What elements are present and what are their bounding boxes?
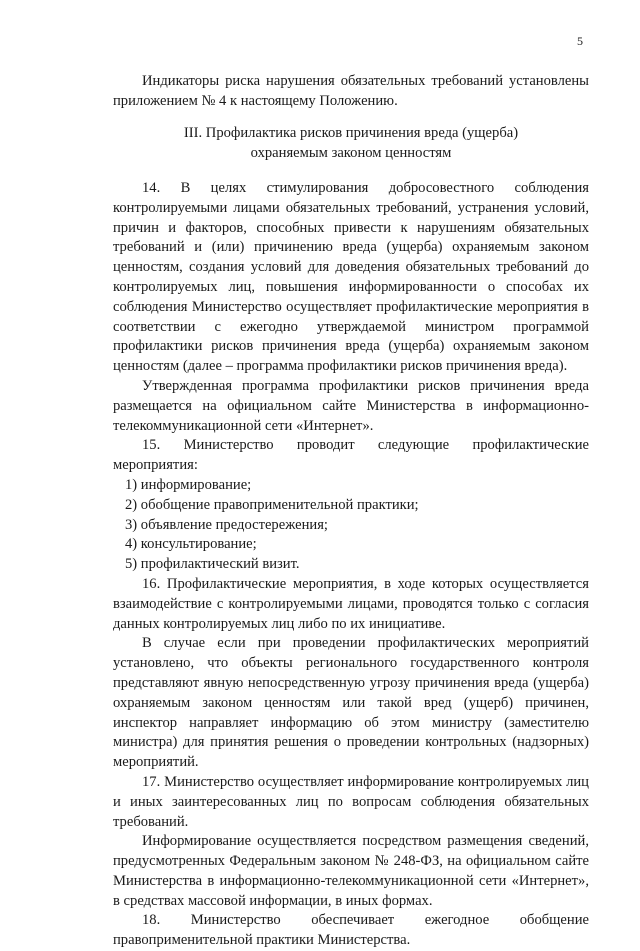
paragraph-14: 14. В целях стимулирования добросовестного соблюдения контролируемыми лицами обязательных требований, устранения условий, причин и факторов, способных привести к нарушениям обязательных требований и (или) причинению вреда (ущерба) охраняемым законом ценностям, создания условий для доведения обязательных требований до контролируемых лиц, повышения информированности о способах их соблюдения Министерство осуществляет профилактические мероприятия в соответствии с ежегодно утверждаемой министром программой профилактики рисков причинения вреда (ущерба) охраняемым законом ценностям (далее – программа профилактики рисков причинения вреда). xyxy=(113,180,589,375)
paragraph-program-publication: Утвержденная программа профилактики рисков причинения вреда размещается на официальном сайте Министерства в информационно- телекоммуникационной сети «Интернет». xyxy=(113,377,589,434)
section-title-line-2: охраняемым законом ценностям xyxy=(250,144,452,161)
paragraph-18: 18. Министерство обеспечивает ежегодное обобщение правоприменительной практики Министерства. xyxy=(113,912,589,949)
measure-item: 1) информирование; xyxy=(125,476,252,493)
section-title-line-1: III. Профилактика рисков причинения вреда (ущерба) xyxy=(183,125,519,141)
paragraph-informing-method: Информирование осуществляется посредством размещения сведений, предусмотренных Федеральным законом № 248-ФЗ, на официальном сайте Министерства в информационно-телекоммуникационной сети «Интернет», в средствах массовой информации, в иных формах. xyxy=(113,833,589,909)
section-body xyxy=(113,179,589,951)
measure-item: 2) обобщение правоприменительной практики; xyxy=(125,496,419,513)
measure-item: 4) консультирование; xyxy=(125,536,257,553)
page-number: 5 xyxy=(577,34,583,48)
section-heading xyxy=(113,124,589,164)
measure-item: 3) объявление предостережения; xyxy=(125,516,328,533)
paragraph-threat-case: В случае если при проведении профилактических мероприятий установлено, что объекты регионального государственного контроля представляют явную непосредственную угрозу причинения вреда (ущерба) охраняемым законом ценностям или такой вред (ущерб) причинен, инспектор направляет информацию об этом министру (заместителю министра) для принятия решения о проведении контрольных (надзорных) мероприятий. xyxy=(113,635,589,771)
paragraph-16: 16. Профилактические мероприятия, в ходе которых осуществляется взаимодействие с контролируемыми лицами, проводятся только с согласия данных контролируемых лиц либо по их инициативе. xyxy=(113,575,589,632)
intro-paragraph: Индикаторы риска нарушения обязательных требований установлены приложением № 4 к настоящему Положению. xyxy=(113,73,589,109)
intro-block xyxy=(113,72,589,112)
paragraph-17: 17. Министерство осуществляет информирование контролируемых лиц и иных заинтересованных лиц по вопросам соблюдения обязательных требований. xyxy=(113,773,589,830)
measure-item: 5) профилактический визит. xyxy=(125,556,300,573)
paragraph-15: 15. Министерство проводит следующие профилактические мероприятия: xyxy=(113,437,589,474)
